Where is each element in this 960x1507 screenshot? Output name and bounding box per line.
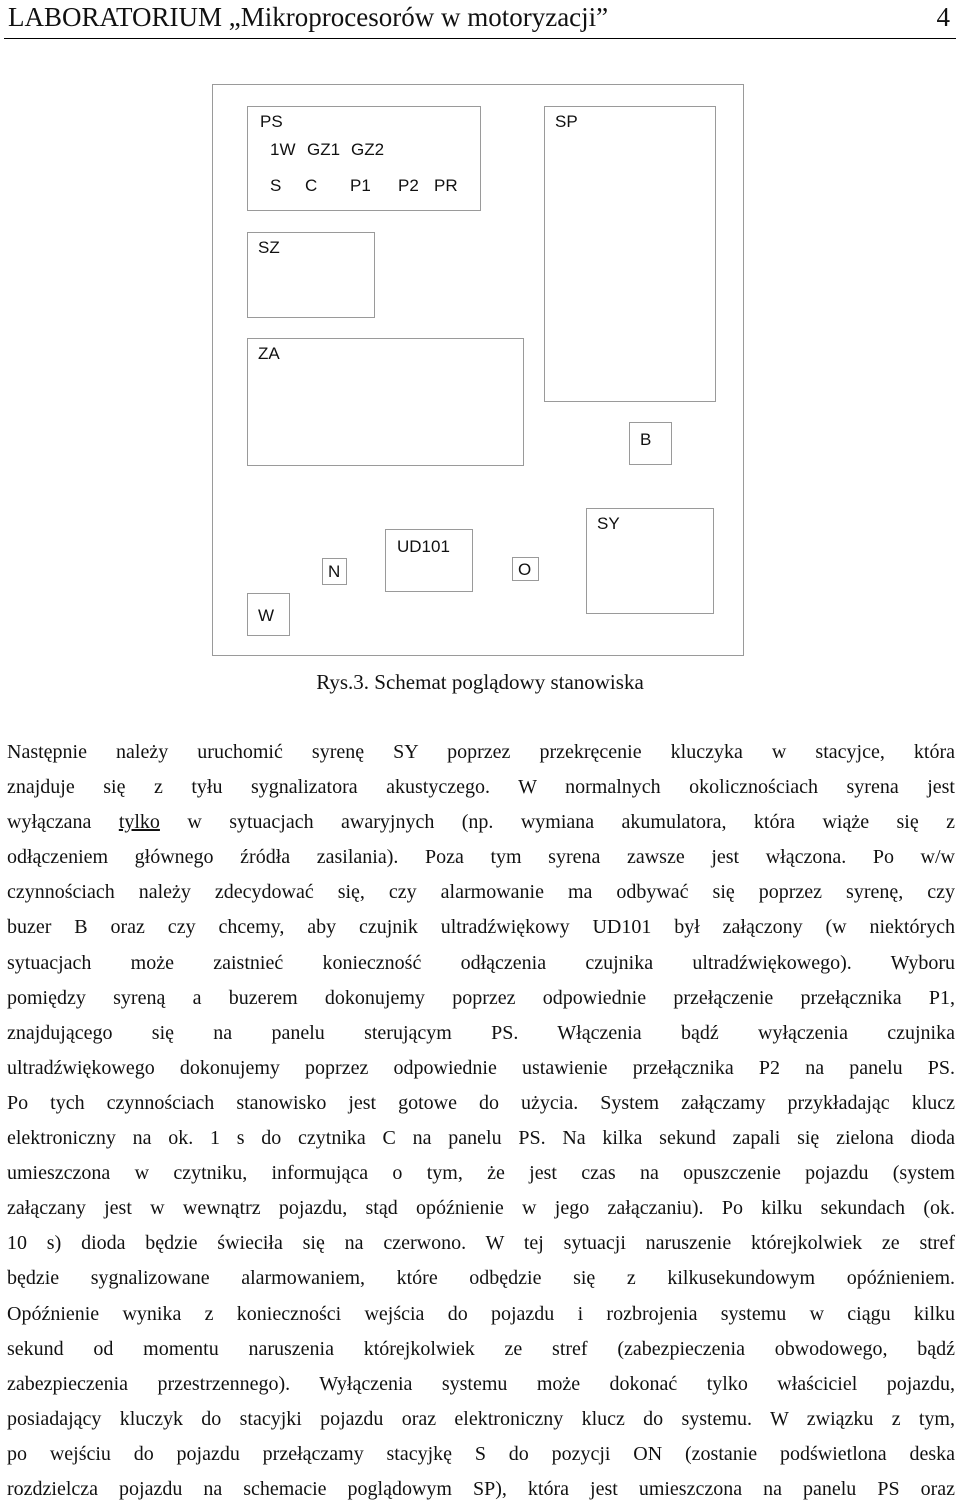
text-line: po wejściu do pojazdu przełączamy stacyjkę S do pozycji ON (zostanie podświetlona deska <box>7 1442 955 1465</box>
text-line: elektroniczny na ok. 1 s do czytnika C na panelu PS. Na kilka sekund zapali się zielona dioda <box>7 1127 955 1150</box>
text-line: posiadający kluczyk do stacyjki pojazdu oraz elektroniczny klucz do systemu. W związku z tym, <box>7 1407 955 1430</box>
text-line: Opóźnienie wynika z konieczności wejścia do pojazdu i rozbrojenia systemu w ciągu kilku <box>7 1302 955 1325</box>
ps-p1-label: P1 <box>350 176 371 195</box>
sy-box <box>586 508 714 614</box>
ud101-box <box>385 529 473 592</box>
text-fragment: wyłączana <box>7 811 119 834</box>
za-box <box>247 338 524 466</box>
ps-c-label: C <box>305 176 318 195</box>
text-line: czynnościach należy zdecydować się, czy alarmowanie ma odbywać się poprzez syrenę, czy <box>7 881 955 904</box>
ps-label: PS <box>260 112 283 131</box>
text-line: ultradźwiękowego dokonujemy poprzez odpowiednie ustawienie przełącznika P2 na panelu PS. <box>7 1056 955 1079</box>
n-box <box>322 558 347 585</box>
sz-box <box>247 232 375 318</box>
text-line: rozdzielcza pojazdu na schemacie poglądowym SP), która jest umieszczona na panelu PS oraz <box>7 1477 955 1500</box>
b-box <box>629 422 672 465</box>
o-box <box>512 557 539 581</box>
body-paragraph <box>7 735 955 1507</box>
station-diagram <box>212 84 744 656</box>
ps-gz1-label: GZ1 <box>307 140 341 159</box>
text-line: sekund od momentu naruszenia którejkolwiek ze stref (zabezpieczenia obwodowego, bądź <box>7 1337 955 1360</box>
text-line: znajduje się z tyłu sygnalizatora akustyczego. W normalnych okolicznościach syrena jest <box>7 776 955 799</box>
text-line: Po tych czynnościach stanowisko jest gotowe do użycia. System załączamy przykładając klucz <box>7 1091 955 1114</box>
figure-caption: Rys.3. Schemat poglądowy stanowiska <box>316 670 644 694</box>
ps-p2-label: P2 <box>398 176 419 195</box>
ps-1w-label: 1W <box>270 140 296 159</box>
page-number: 4 <box>936 2 950 32</box>
underlined-word: tylko <box>118 811 160 834</box>
w-box <box>247 593 290 636</box>
ud101-label: UD101 <box>397 537 450 556</box>
sz-label: SZ <box>258 238 280 257</box>
ps-s-label: S <box>270 176 282 195</box>
text-line: pomiędzy syreną a buzerem dokonujemy poprzez odpowiednie przełączenie przełącznika P1, <box>7 986 955 1009</box>
text-line: umieszczona w czytniku, informująca o tym, że jest czas na opuszczenie pojazdu (system <box>7 1162 955 1185</box>
ps-gz2-label: GZ2 <box>351 140 385 159</box>
text-line: znajdującego się na panelu sterującym PS. Włączenia bądź wyłączenia czujnika <box>7 1021 955 1044</box>
header-title: LABORATORIUM „Mikroprocesorów w motoryzacji” <box>8 2 609 32</box>
text-line: będzie sygnalizowane alarmowaniem, które odbędzie się z kilkusekundowym opóźnieniem. <box>7 1267 955 1290</box>
ps-pr-label: PR <box>434 176 458 195</box>
o-label: O <box>518 560 532 579</box>
sy-label: SY <box>597 514 620 533</box>
n-label: N <box>328 562 341 581</box>
text-line: zabezpieczenia przestrzennego). Wyłączenia systemu może dokonać tylko właściciel pojazdu, <box>7 1372 955 1395</box>
ps-panel-box <box>247 106 481 211</box>
text-line: 10 s) dioda będzie świeciła się na czerwono. W tej sytuacji naruszenie którejkolwiek ze stref <box>7 1232 955 1255</box>
text-line <box>7 805 955 840</box>
w-label: W <box>258 606 275 625</box>
sp-label: SP <box>555 112 578 131</box>
text-line: załączany jest w wewnątrz pojazdu, stąd opóźnienie w jego załączaniu). Po kilku sekundach (ok. <box>7 1197 955 1220</box>
text-line: buzer B oraz czy chcemy, aby czujnik ultradźwiękowy UD101 był załączony (w niektórych <box>7 916 955 939</box>
page-header <box>4 0 956 39</box>
text-line: sytuacjach może zaistnieć konieczność odłączenia czujnika ultradźwiękowego). Wyboru <box>7 951 955 974</box>
text-line: odłączeniem głównego źródła zasilania). Poza tym syrena zawsze jest włączona. Po w/w <box>7 846 955 869</box>
text-fragment: w sytuacjach awaryjnych (np. wymiana akumulatora, która wiąże się z <box>159 811 956 834</box>
text-line: Następnie należy uruchomić syrenę SY poprzez przekręcenie kluczyka w stacyjce, która <box>7 741 955 763</box>
za-label: ZA <box>258 344 280 363</box>
sp-box <box>544 106 716 402</box>
b-label: B <box>640 430 652 449</box>
